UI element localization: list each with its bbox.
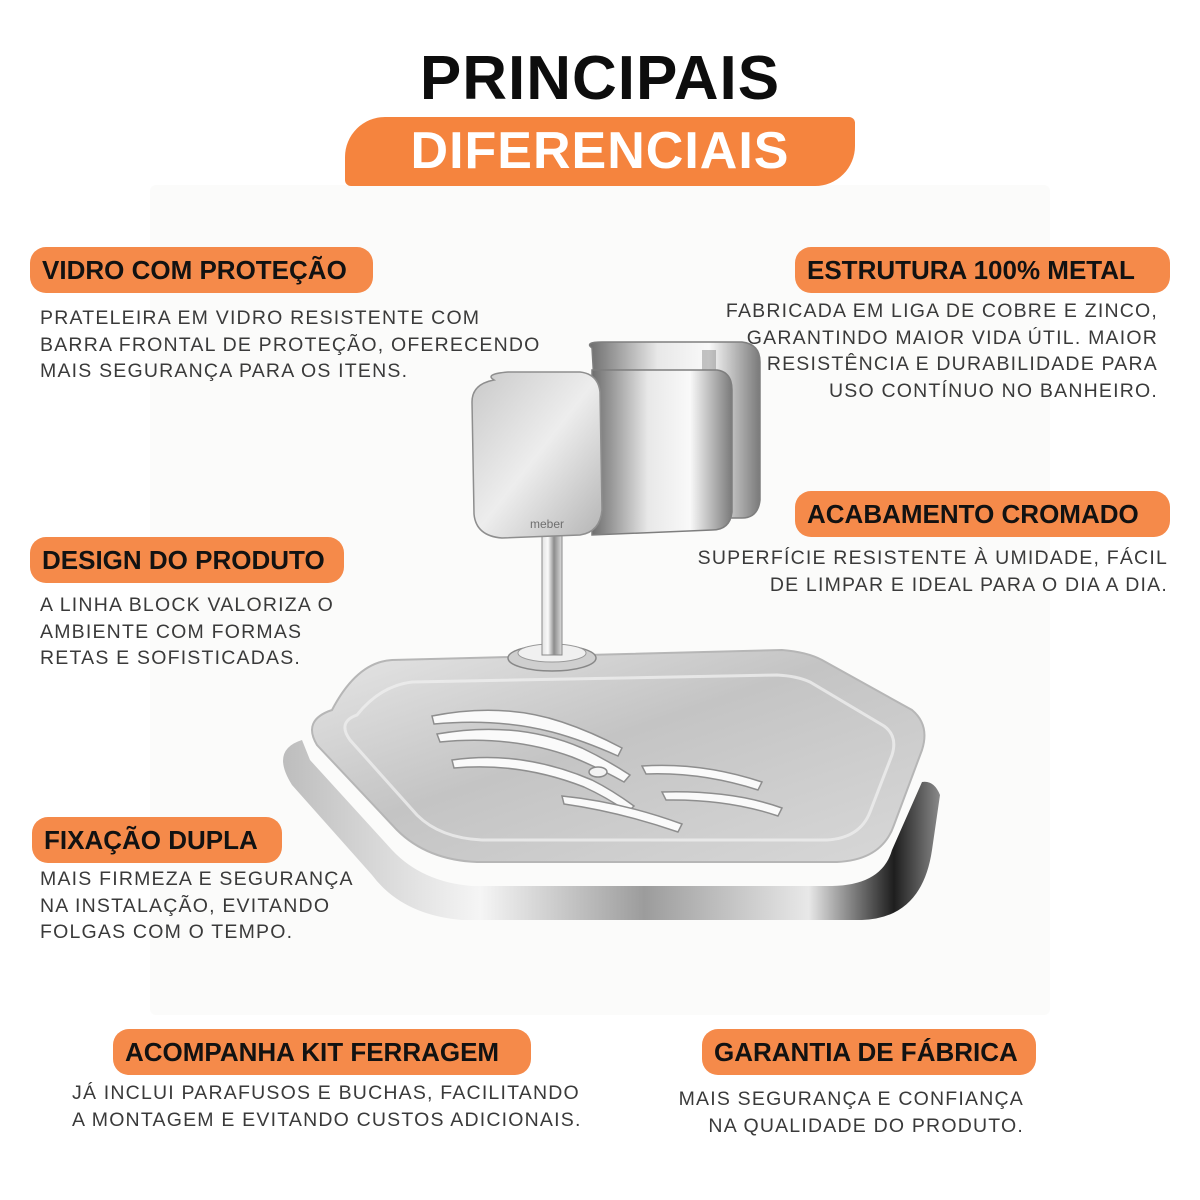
feature-desc-estrutura: FABRICADA EM LIGA DE COBRE E ZINCO, GARANTINDO MAIOR VIDA ÚTIL. MAIOR RESISTÊNCIA E DURABILIDADE PARA USO CONTÍNUO NO BANHEIRO. [725, 300, 1158, 402]
feature-badge-garantia: GARANTIA DE FÁBRICA [702, 1029, 1036, 1075]
feature-desc-vidro: PRATELEIRA EM VIDRO RESISTENTE COM BARRA FRONTAL DE PROTEÇÃO, OFERECENDO MAIS SEGURANÇA PARA OS ITENS. [40, 307, 541, 382]
feature-badge-vidro: VIDRO COM PROTEÇÃO [30, 247, 373, 293]
feature-badge-fixacao: FIXAÇÃO DUPLA [32, 817, 282, 863]
feature-desc-fixacao: MAIS FIRMEZA E SEGURANÇA NA INSTALAÇÃO, EVITANDO FOLGAS COM O TEMPO. [40, 868, 354, 943]
brand-mark: meber [530, 517, 565, 531]
soap-dish-image [262, 330, 942, 930]
feature-desc-design: A LINHA BLOCK VALORIZA O AMBIENTE COM FORMAS RETAS E SOFISTICADAS. [40, 594, 334, 669]
feature-desc-garantia: MAIS SEGURANÇA E CONFIANÇA NA QUALIDADE DO PRODUTO. [678, 1088, 1024, 1137]
feature-badge-acabamento: ACABAMENTO CROMADO [795, 491, 1170, 537]
feature-desc-kit: JÁ INCLUI PARAFUSOS E BUCHAS, FACILITANDO A MONTAGEM E EVITANDO CUSTOS ADICIONAIS. [72, 1082, 582, 1131]
feature-desc-acabamento: SUPERFÍCIE RESISTENTE À UMIDADE, FÁCIL DE LIMPAR E IDEAL PARA O DIA A DIA. [697, 547, 1168, 596]
title-highlight-pill [345, 117, 855, 186]
title-highlight-text: DIFERENCIAIS [410, 122, 790, 180]
feature-badge-kit: ACOMPANHA KIT FERRAGEM [113, 1029, 531, 1075]
page-title: PRINCIPAIS [419, 44, 781, 113]
feature-badge-design: DESIGN DO PRODUTO [30, 537, 344, 583]
feature-badge-estrutura: ESTRUTURA 100% METAL [795, 247, 1170, 293]
